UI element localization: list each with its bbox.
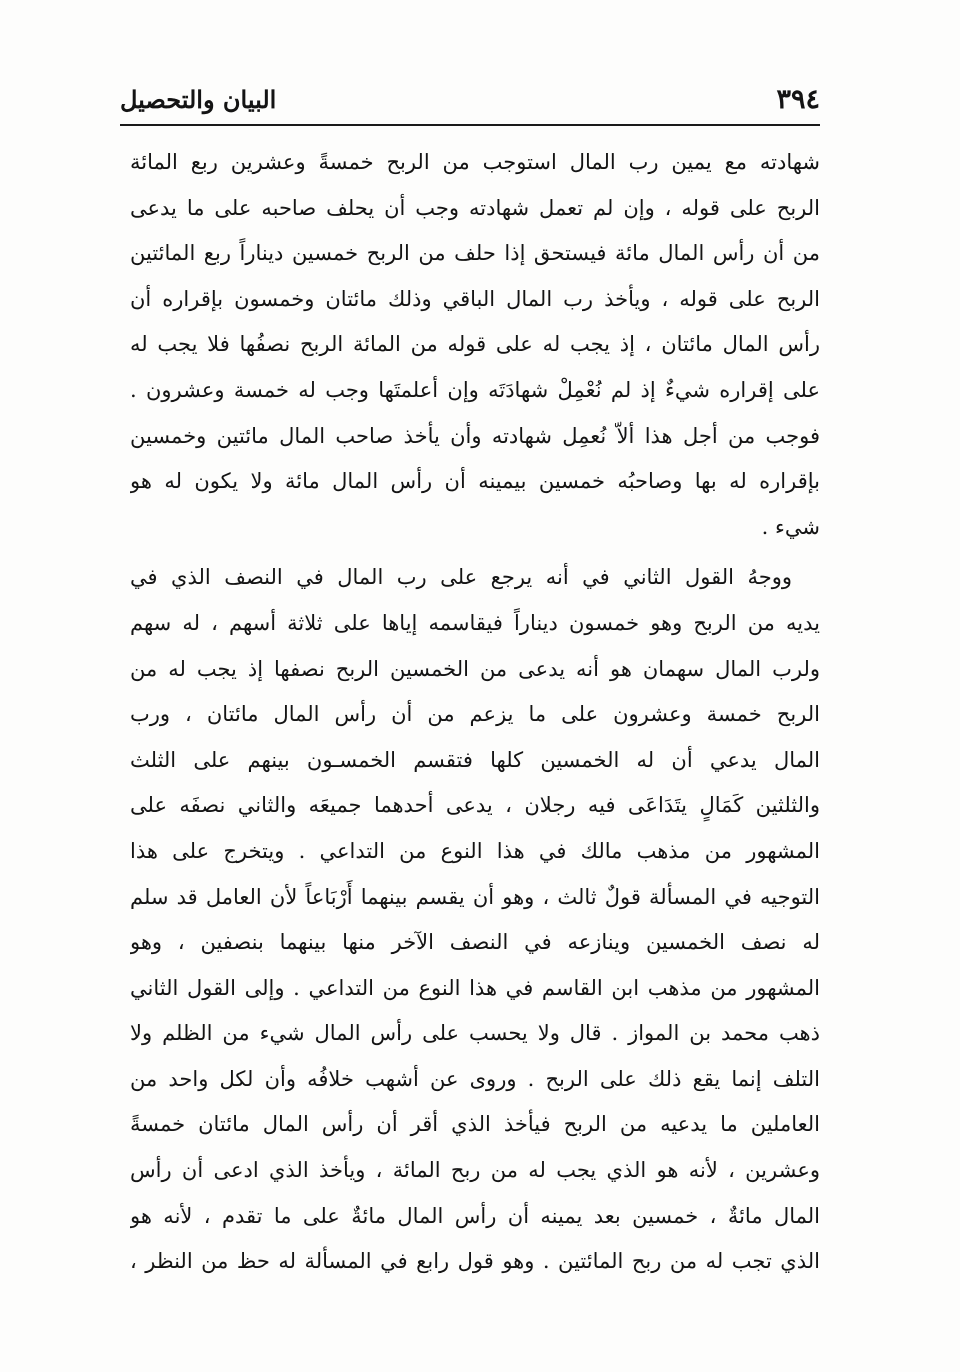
text-line: وعشرين ، لأنه هو الذي يجب له من ربح المائة ، ويأخذ الذي ادعى أن رأس: [130, 1158, 820, 1183]
page-header: [120, 78, 820, 118]
text-line: المال مائةٌ ، خمسين بعد يمينه أن رأس المال مائةٌ على ما تقدم ، لأنه هو: [130, 1203, 820, 1228]
text-line: شهادته مع يمين رب المال استوجب من الربح خمسةً وعشرين ربع المائة: [130, 150, 820, 174]
header-rule: [120, 124, 820, 126]
body-text: [130, 140, 820, 1285]
text-line: من أن رأس المال مائة فيستحق إذا حلف من الربح خمسين ديناراً ربع المائتين: [130, 241, 820, 266]
text-line: رأس المال مائتان ، إذ يجب له على قوله من المائة الربح نصفُها فلا يجب له: [130, 332, 820, 357]
text-line: التوجيه في المسألة قولٌ ثالث ، وهو أن يقسم بينهما أَرْبَاعاً لأن العامل قد سلم: [130, 884, 820, 909]
paragraph-1: [130, 140, 820, 550]
text-line: المال يدعي أن له الخمسين كلها فتقسم الخمسـون بينهم على الثلث: [130, 747, 820, 772]
text-line: له نصف الخمسين وينازعه في النصف الآخر منها بينهما بنصفين ، وهو: [130, 930, 820, 955]
page-number: ٣٩٤: [776, 84, 820, 115]
text-line: يديه من الربح وهو خمسون ديناراً فيقاسمه إياها على ثلاثة أسهم ، له سهم: [130, 610, 820, 635]
text-line: ووجهُ القول الثاني في أنه يرجع على رب المال في النصف الذي في: [130, 565, 792, 590]
text-line: المشهور من مذهب مالك في هذا النوع من التداعي . ويتخرج على هذا: [130, 838, 820, 863]
text-line: التلف إنما يقع ذلك على الربح . وروى عن أشهب خلافُه وأن لكل واحد من: [130, 1066, 820, 1091]
running-title: البيان والتحصيل: [120, 85, 277, 114]
text-line: ذهب محمد بن المواز . قال ولا يحسب على رأس المال شيء من الظلم ولا: [130, 1021, 820, 1046]
text-line: المشهور من مذهب ابن القاسم في هذا النوع من التداعي . وإلى القول الثاني: [130, 975, 820, 1000]
paragraph-2: [130, 555, 820, 1285]
text-line: والثلثين كَمَالٍ يتَدَاعَى فيه رجلان ، يدعى أحدهما جميعَه والثاني نصفَه على: [130, 793, 820, 818]
text-line: على إقراره شيءٌ إذ لم نُعْمِلْ شهادَتَه وإن أعلمتَها وجب له خمسة وعشرون .: [130, 377, 820, 402]
text-line: ولرب المال سهمان هو أنه يدعى من الخمسين الربح نصفها إذ يجب له من: [130, 656, 820, 681]
text-line: الذي تجب له من ربح المائتين . وهو قول رابع في المسألة له حظ من النظر ،: [130, 1249, 820, 1274]
text-line: العاملين ما يدعيه من الربح فيأخذ الذي أقر أن رأس المال مائتان خمسةً: [130, 1112, 820, 1137]
text-line: الربح على قوله ، ويأخذ رب المال الباقي وذلك مائتان وخمسون بإقراره أن: [130, 286, 820, 311]
text-line: الربح على قوله ، وإن لم تعمل شهادته وجب أن يحلف صاحبه على ما يدعى: [130, 195, 820, 220]
text-line: شيء .: [761, 514, 820, 539]
text-line: الربح خمسة وعشرون على ما يزعم من أن رأس المال مائتان ، ورب: [130, 702, 820, 727]
text-line: فوجب من أجل هذا ألاّ نُعمِل شهادته وأن يأخذ صاحب المال مائتين وخمسين: [130, 423, 820, 448]
text-line: بإقراره له بها وصاحبُه خمسين بيمينه أن رأس المال مائة ولا يكون له هو: [130, 469, 820, 494]
